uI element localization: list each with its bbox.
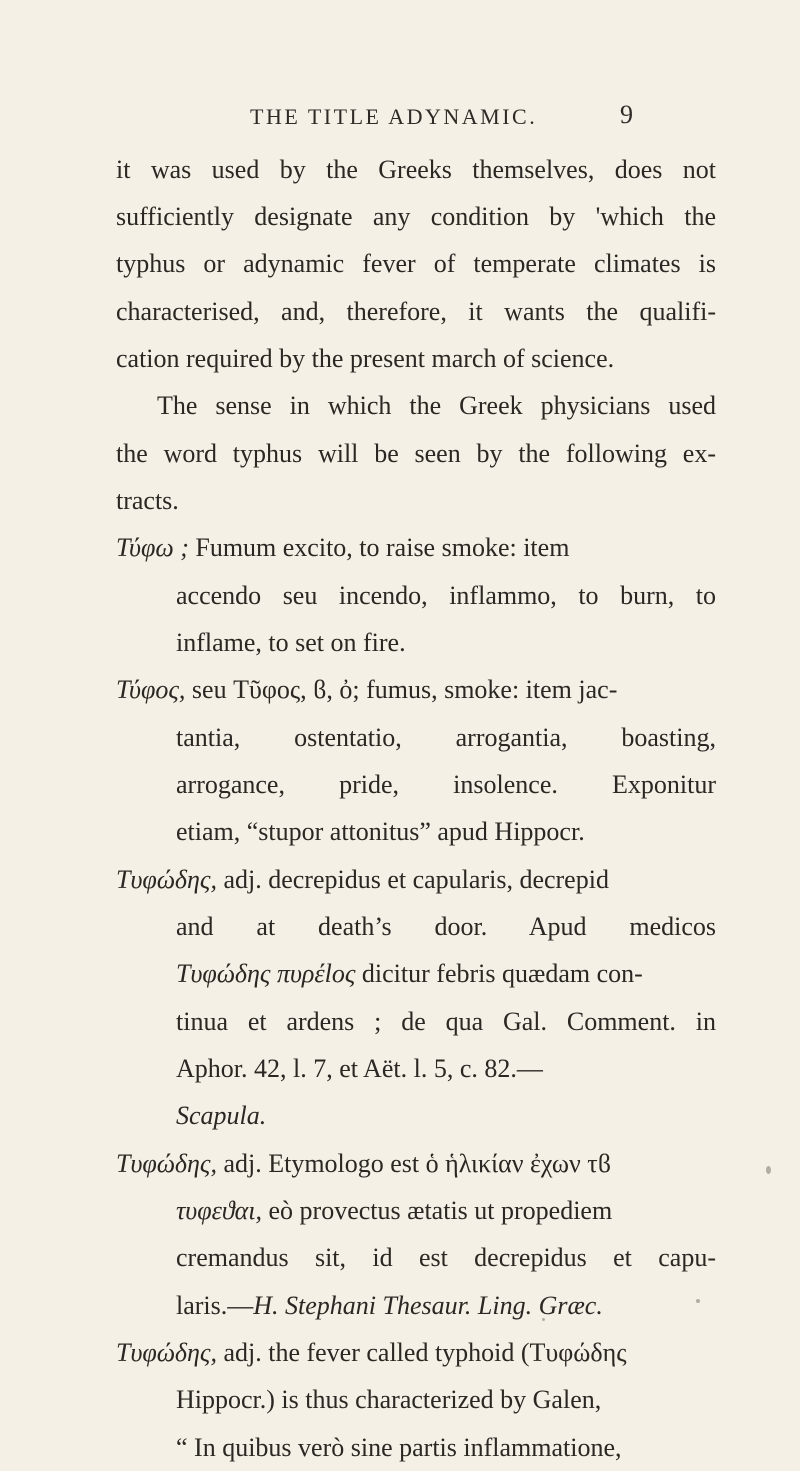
entry-line: [116, 666, 617, 713]
entry-line: [116, 856, 609, 903]
text-line: typhus or adynamic fever of temperate climates is: [116, 249, 716, 278]
entry-line: [116, 1140, 611, 1187]
entry-text: eò provectus ætatis ut propediem: [262, 1196, 613, 1225]
text-line: tracts.: [116, 486, 179, 515]
entry-line: [116, 524, 569, 571]
text-line: and at death’s door. Apud medicos: [176, 912, 716, 941]
entry-text: adj. the fever called typhoid (Τυφώδης: [216, 1338, 627, 1367]
text-line: sufficiently designate any condition by 'which the: [116, 202, 716, 231]
text-line: “ In quibus verò sine partis inflammatione,: [176, 1433, 622, 1462]
entry-line: [176, 950, 643, 997]
greek-term: Τυφώδης πυρέlος: [176, 959, 356, 988]
text-line: characterised, and, therefore, it wants the qualifi-: [116, 297, 716, 326]
text-line: cremandus sit, id est decrepidus et capu-: [176, 1243, 716, 1272]
text-line: The sense in which the Greek physicians used: [157, 391, 716, 420]
text-line: etiam, “stupor attonitus” apud Hippocr.: [176, 817, 585, 846]
text-line: Aphor. 42, l. 7, et Aët. l. 5, c. 82.—: [176, 1054, 543, 1083]
greek-headword: Τυφώδης,: [116, 865, 217, 894]
greek-headword: Τυφώδης,: [116, 1338, 217, 1367]
entry-line: [116, 1329, 627, 1376]
entry-text: adj. decrepidus et capularis, decrepid: [216, 865, 609, 894]
entry-text: Fumum excito, to raise smoke: item: [188, 533, 570, 562]
entry-line: [176, 1187, 612, 1234]
source-citation: Scapula.: [176, 1101, 267, 1130]
text-line: cation required by the present march of science.: [116, 344, 615, 373]
entry-line: [176, 1282, 603, 1329]
text-line: accendo seu incendo, inflammo, to burn, to: [176, 581, 716, 610]
running-title: THE TITLE ADYNAMIC.: [250, 104, 538, 129]
entry-text: seu Τῦφος, ϐ, ὀ; fumus, smoke: item jac-: [185, 675, 618, 704]
text-line: tantia, ostentatio, arrogantia, boasting,: [176, 723, 716, 752]
paper-speck: [766, 1166, 771, 1174]
text-line: the word typhus will be seen by the following ex-: [116, 439, 716, 468]
text-line: inflame, to set on fire.: [176, 628, 406, 657]
paper-speck: [542, 1318, 545, 1321]
entry-text: laris.—: [176, 1291, 254, 1320]
greek-headword: Τύφος,: [116, 675, 186, 704]
text-line: arrogance, pride, insolence. Exponitur: [176, 770, 716, 799]
paper-speck: [696, 1299, 700, 1303]
text-line: Hippocr.) is thus characterized by Galen,: [176, 1385, 602, 1414]
text-line: tinua et ardens ; de qua Gal. Comment. in: [176, 1007, 716, 1036]
text-line: it was used by the Greeks themselves, does not: [116, 155, 716, 184]
entry-text: adj. Etymologo est ὁ ἡλικίαν ἐχων τϐ: [216, 1149, 611, 1178]
greek-headword: Τύφω ;: [116, 533, 189, 562]
entry-text: dicitur febris quædam con-: [355, 959, 643, 988]
greek-term: τυφεϑαι,: [176, 1196, 262, 1225]
page-number: 9: [620, 100, 633, 129]
greek-headword: Τυφώδης,: [116, 1149, 217, 1178]
source-citation: H. Stephani Thesaur. Ling. Græc.: [253, 1291, 603, 1320]
